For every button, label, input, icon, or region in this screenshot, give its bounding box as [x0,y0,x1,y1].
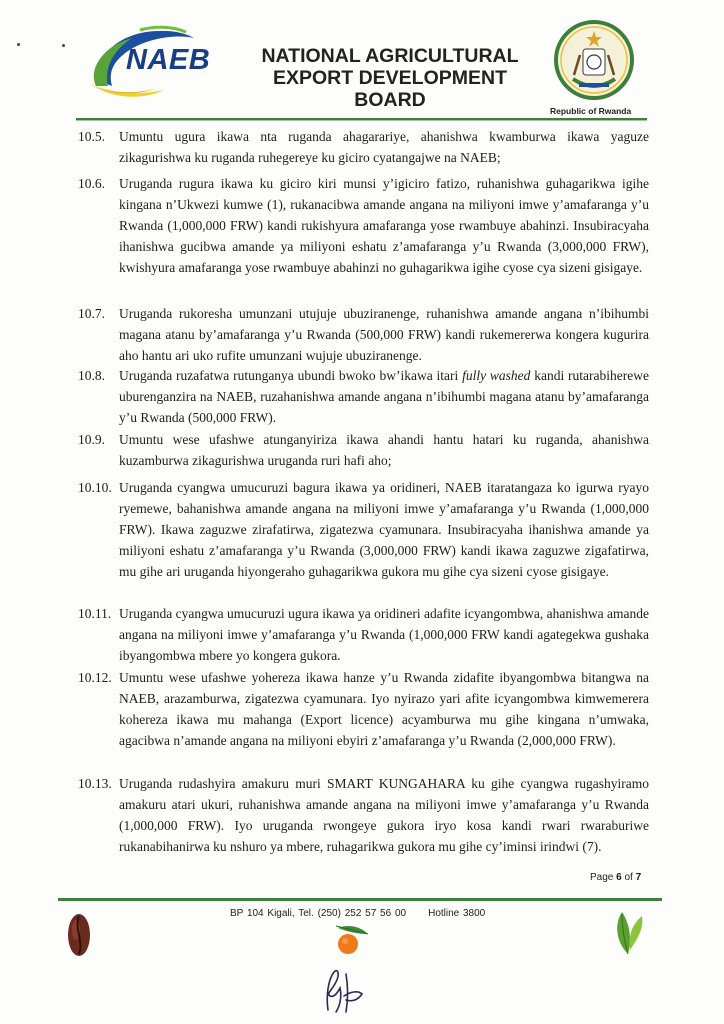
article-text: Uruganda cyangwa umucuruzi bagura ikawa ya oridineri, NAEB itaratangaza ko igurwa ryayo ryemewe, bahanishwa amande angana na miliyoni imwe y’amafaranga y’u Rwanda (1,000,000 FRW). Ikawa zaguzwe zirafatirwa, zigatezwa cyamunara. Insubiracyaha ihanishwa amande ya miliyoni eshatu z’amafaranga y’u Rwanda (3,000,000 FRW) kandi ikawa zaguzwe zigafatirwa, mu gihe ari uruganda hiyongeraho guhagarikwa gukora mu gihe cya sizeni cyose gisigaye. [119,480,649,579]
article-number: 10.12. [78,670,112,685]
header-divider [76,118,647,121]
article-number: 10.11. [78,606,112,621]
article-text: Uruganda rugura ikawa ku giciro kiri munsi y’igiciro fatizo, ruhanishwa guhagarikwa igihe kingana n’Ukwezi kumwe (1), rukanacibwa amande angana na miliyoni imwe y’amafaranga y’u Rwanda (1,000,000 FRW) kandi rukishyura amafaranga yose rwambuye abahinzi. Insubiracyaha ihanishwa gucibwa amande ya miliyoni eshatu z’amafaranga y’u Rwanda (3,000,000 FRW), kwishyura amafaranga yose rwambuye abahinzi no guhagarikwa igihe cyose cya sizeni gisigaye. [119,176,649,275]
scan-speck [62,44,65,47]
naeb-logo-text: NAEB [126,44,211,76]
article-number: 10.10. [78,480,112,495]
page-number [590,872,641,883]
article-number: 10.5. [78,129,105,144]
page-of: of [621,872,636,883]
org-name-line-3: BOARD [354,89,426,111]
page-prefix: Page [590,872,617,883]
article-text: Umuntu ugura ikawa nta ruganda ahagarariye, ahanishwa kwamburwa ikawa yaguze zikagurishwa ku ruganda ruhegereye ku giciro cyatangajwe na NAEB; [119,129,649,165]
scan-speck [17,43,20,46]
article-text: Umuntu wese ufashwe yohereza ikawa hanze y’u Rwanda zidafite ibyangombwa bitangwa na NAEB, arazamburwa, zigatezwa cyamunara. Iyo nyirazo yari afite icyangombwa kimwemerera kohereza ikawa mu mahanga (Export licence) acyamburwa mu gihe kingana n’umwaka, agacibwa n’amande angana na miliyoni ebyiri z’amafaranga y’u Rwanda (2,000,000 FRW). [119,670,649,748]
article-text: Uruganda cyangwa umucuruzi ugura ikawa ya oridineri adafite icyangombwa, ahanishwa amande angana na miliyoni imwe y’amafaranga y’u Rwanda (1,000,000 FRW kandi agategekwa gushaka ibyangombwa mbere yo kongera gukora. [119,606,649,663]
article-text: Umuntu wese ufashwe atunganyiriza ikawa ahandi hantu hatari ku ruganda, ahanishwa kuzamburwa zikagurishwa uruganda ruri hafi aho; [119,432,649,468]
article-number: 10.9. [78,432,105,447]
org-name-line-1: NATIONAL AGRICULTURAL [261,45,519,67]
article-text-part: kandi rutarabiherewe uburenganzira na NAEB, ruzahanishwa amande angana n’ibihumbi magana atanu by’amafaranga y’u Rwanda (500,000 FRW). [119,368,649,425]
article-text: Uruganda rudashyira amakuru muri SMART KUNGAHARA ku gihe cyangwa rugashyiramo amakuru atari ukuri, ruhanishwa amande angana na miliyoni imwe y’amafaranga y’u Rwanda (1,000,000 FRW). Iyo uruganda rwongeye gukora iryo kosa kandi rwari rwaraburiwe rukanabihanirwa ku nshuro ya mbere, ruhagarikwa gukora mu gihe cy’iminsi irindwi (7). [119,776,649,854]
article-number: 10.13. [78,776,112,791]
footer-contact [230,908,507,919]
article-text [119,365,649,428]
org-name-line-2: EXPORT DEVELOPMENT [272,67,508,89]
naeb-logo [84,24,232,100]
article-text: Uruganda rukoresha umunzani utujuje ubuziranenge, ruhanishwa amande angana n’ibihumbi magana atanu by’amafaranga y’u Rwanda (500,000 FRW) kandi rukemererwa kongera kugurira aho hantu ari uko rufite umunzani wujuje ubuziranenge. [119,306,649,363]
page-total: 7 [635,872,642,883]
footer-address: BP 104 Kigali, Tel. (250) 252 57 56 00 [230,908,407,919]
footer-divider [58,898,662,901]
tea-leaf-icon [612,908,646,956]
rwanda-coat-of-arms-icon [553,19,635,101]
article-number: 10.6. [78,176,105,191]
article-number: 10.8. [78,368,105,383]
republic-caption: Republic of Rwanda [550,106,632,116]
page-current: 6 [616,872,622,883]
article-number: 10.7. [78,306,105,321]
article-text-italic: fully washed [462,368,531,383]
orange-fruit-icon [332,922,376,956]
handwritten-signature-icon [318,966,370,1016]
footer-hotline: Hotline 3800 [428,908,486,919]
organisation-name [240,45,540,111]
coffee-bean-icon [66,912,92,958]
article-text-part: Uruganda ruzafatwa rutunganya ubundi bwoko bw’ikawa itari [119,368,463,383]
